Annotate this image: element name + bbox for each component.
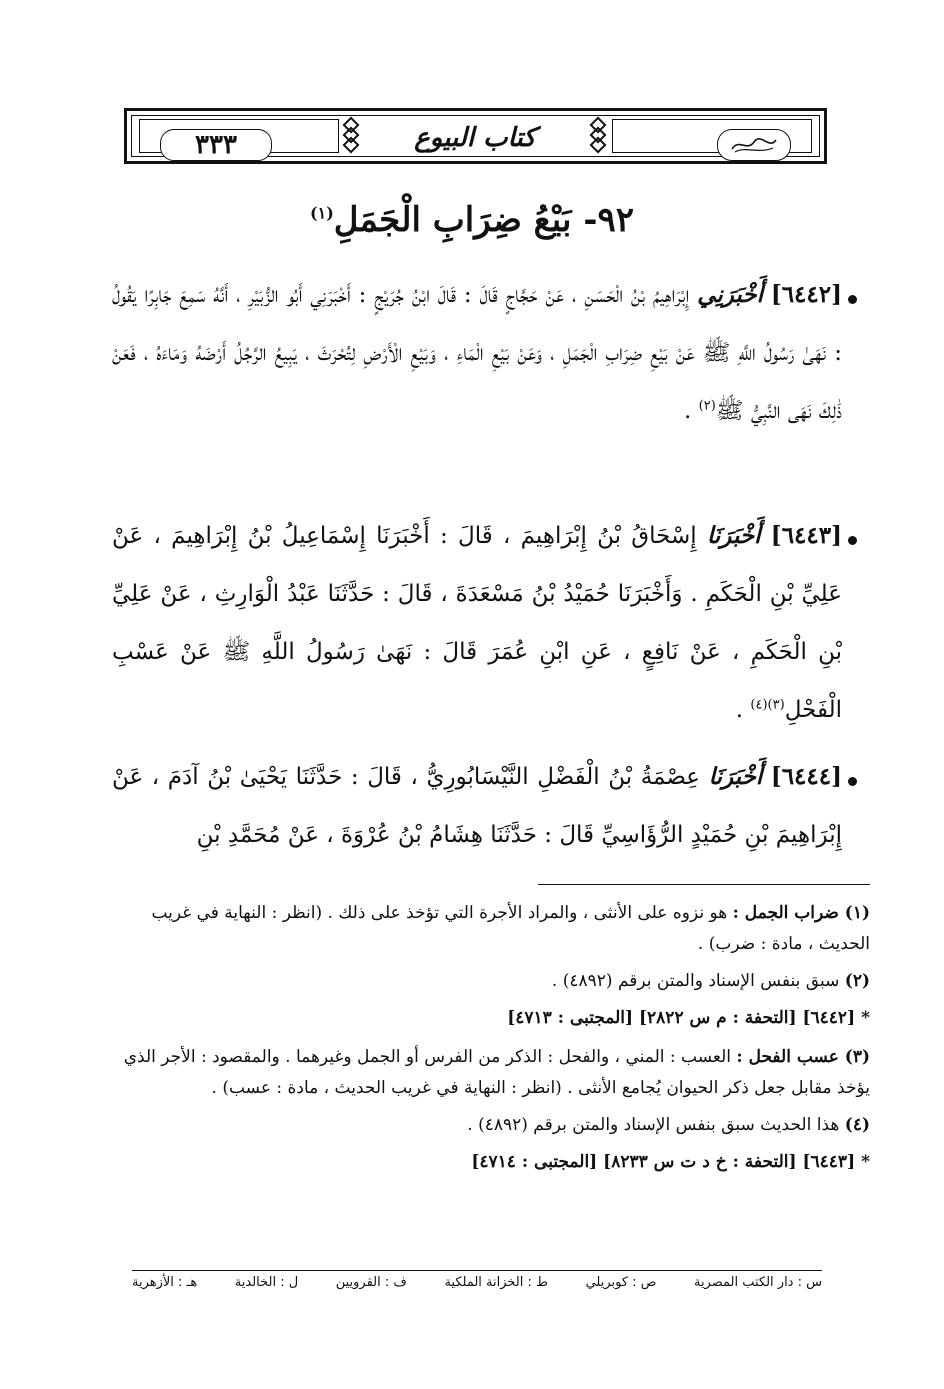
hadith-number: [٦٤٤٢] <box>770 281 843 308</box>
ornament-knot-icon <box>341 117 363 155</box>
footnote-divider <box>538 884 870 885</box>
book-seal-icon <box>717 129 791 161</box>
section-title-footnote-ref: (١) <box>310 203 334 223</box>
hadith-number: [٦٤٤٤] <box>770 763 843 790</box>
hadith-6442 <box>112 266 842 440</box>
siglum: ف : القرويين <box>335 1275 407 1290</box>
footnote-text: هو نزوه على الأنثى ، والمراد الأجرة التي تؤخذ على ذلك . (انظر : النهاية في غريب الحديث ، مادة : ضرب) . <box>151 903 870 954</box>
hadith-end: . <box>735 697 751 723</box>
hadith-text: إِسْحَاقُ بْنُ إِبْرَاهِيمَ ، قَالَ : أَخْبَرَنَا إِسْمَاعِيلُ بْنُ إِبْرَاهِيمَ ، عَنْ عَلِيِّ بْنِ الْحَكَمِ . وَأَخْبَرَنَا حُمَيْدُ بْنُ مَسْعَدَةَ ، قَالَ : حَدَّثَنَا عَبْدُ الْوَارِثِ ، عَنْ عَلِيِّ بْنِ الْحَكَمِ ، عَنْ نَافِعٍ ، عَنِ ابْنِ عُمَرَ قَالَ : نَهَىٰ رَسُولُ اللَّهِ ﷺ عَنْ عَسْبِ الْفَحْلِ <box>112 523 842 723</box>
footnotes <box>112 898 870 1186</box>
reference-6442 <box>112 1003 870 1034</box>
footnote-3 <box>112 1042 870 1104</box>
star-icon: * <box>861 1008 870 1028</box>
ornament-knot-icon <box>588 117 610 155</box>
section-title-text: ٩٢- بَيْعُ ضِرَابِ الْجَمَلِ <box>333 200 634 240</box>
hadith-end: . <box>684 398 699 424</box>
footnote-text: هذا الحديث سبق بنفس الإسناد والمتن برقم (٤٨٩٢) . <box>467 1115 845 1135</box>
header-right-panel <box>612 119 812 153</box>
footnote-1 <box>112 898 870 960</box>
footnote-label: (٤) <box>844 1115 870 1135</box>
reference-text: [٦٤٤٣] [التحفة : خ د ت س ٨٢٣٣] [المجتبى : ٤٧١٤] <box>471 1152 856 1172</box>
header-left-panel <box>139 119 339 160</box>
siglum: ص : كوبريلي <box>585 1275 657 1290</box>
footnote-2 <box>112 966 870 997</box>
reference-text: [٦٤٤٢] [التحفة : م س ٢٨٢٢] [المجتبى : ٤٧١٣] <box>507 1008 856 1028</box>
hadith-bullet-icon <box>848 777 857 786</box>
siglum: ط : الخزانة الملكية <box>444 1275 549 1290</box>
siglum: س : دار الكتب المصرية <box>693 1275 822 1290</box>
footnote-4 <box>112 1110 870 1141</box>
hadith-text: إِبْرَاهِيمُ بْنُ الْحَسَنِ ، عَنْ حَجَّاجٍ قَالَ : قَالَ ابْنُ جُرَيْجٍ : أَخْبَرَنِي أَبُو الزُّبَيْرِ ، أَنَّهُ سَمِعَ جَابِرًا يَقُولُ : نَهَىٰ رَسُولُ اللَّهِ ﷺ عَنْ بَيْعِ ضِرَابِ الْجَمَلِ ، وَعَنْ بَيْعِ الْمَاءِ ، وَبَيْعِ الْأَرْضِ لِتُحْرَثَ ، يَبِيعُ الرَّجُلُ أَرْضَهُ وَمَاءَهُ ، فَعَنْ ذَٰلِكَ نَهَى النَّبِيُّ ﷺ <box>112 282 842 424</box>
footnote-label: (٣) عسب الفحل : <box>736 1047 870 1067</box>
footnote-label: (٢) <box>844 971 870 991</box>
hadith-6444 <box>112 748 842 864</box>
hadith-6443 <box>112 507 842 739</box>
chapter-title: كتاب البيوع <box>414 123 536 153</box>
footnote-ref: (٣)(٤) <box>750 697 785 713</box>
hadith-bullet-icon <box>848 295 857 304</box>
footnote-ref: (٢) <box>698 398 716 414</box>
hadith-transmission-tag: أَخْبَرَنَا <box>706 522 761 549</box>
hadith-number: [٦٤٤٣] <box>770 522 842 549</box>
sigla-divider <box>132 1270 822 1271</box>
star-icon: * <box>861 1152 870 1172</box>
header-middle-panel <box>365 119 585 153</box>
reference-6443 <box>112 1147 870 1178</box>
hadith-transmission-tag: أَخْبَرَنَا <box>708 763 763 790</box>
footnote-text: العسب : المني ، والفحل : الذكر من الفرس أو الجمل وغيرهما . والمقصود : الأجر الذي يؤخذ مقابل جعل ذكر الحيوان يُجامع الأنثى . (انظر : النهاية في غريب الحديث ، مادة : عسب) . <box>123 1047 870 1098</box>
page-header <box>124 108 827 164</box>
page-number: ٣٣٣ <box>160 129 272 161</box>
hadith-text: عِصْمَةُ بْنُ الْفَضْلِ النَّيْسَابُورِيُّ ، قَالَ : حَدَّثَنَا يَحْيَىٰ بْنُ آدَمَ ، عَنْ إِبْرَاهِيمَ بْنِ حُمَيْدٍ الرُّؤَاسِيِّ قَالَ : حَدَّثَنَا هِشَامُ بْنُ عُرْوَةَ ، عَنْ مُحَمَّدِ بْنِ <box>112 764 842 848</box>
footnote-text: سبق بنفس الإسناد والمتن برقم (٤٨٩٢) . <box>551 971 845 991</box>
hadith-transmission-tag: أَخْبَرَنِي <box>697 281 763 308</box>
footnote-label: (١) ضراب الجمل : <box>732 903 870 923</box>
manuscript-sigla <box>132 1275 822 1290</box>
siglum: ل : الخالدية <box>234 1275 299 1290</box>
section-title <box>200 200 744 240</box>
siglum: هـ : الأزهرية <box>132 1275 198 1290</box>
hadith-bullet-icon <box>848 536 857 545</box>
